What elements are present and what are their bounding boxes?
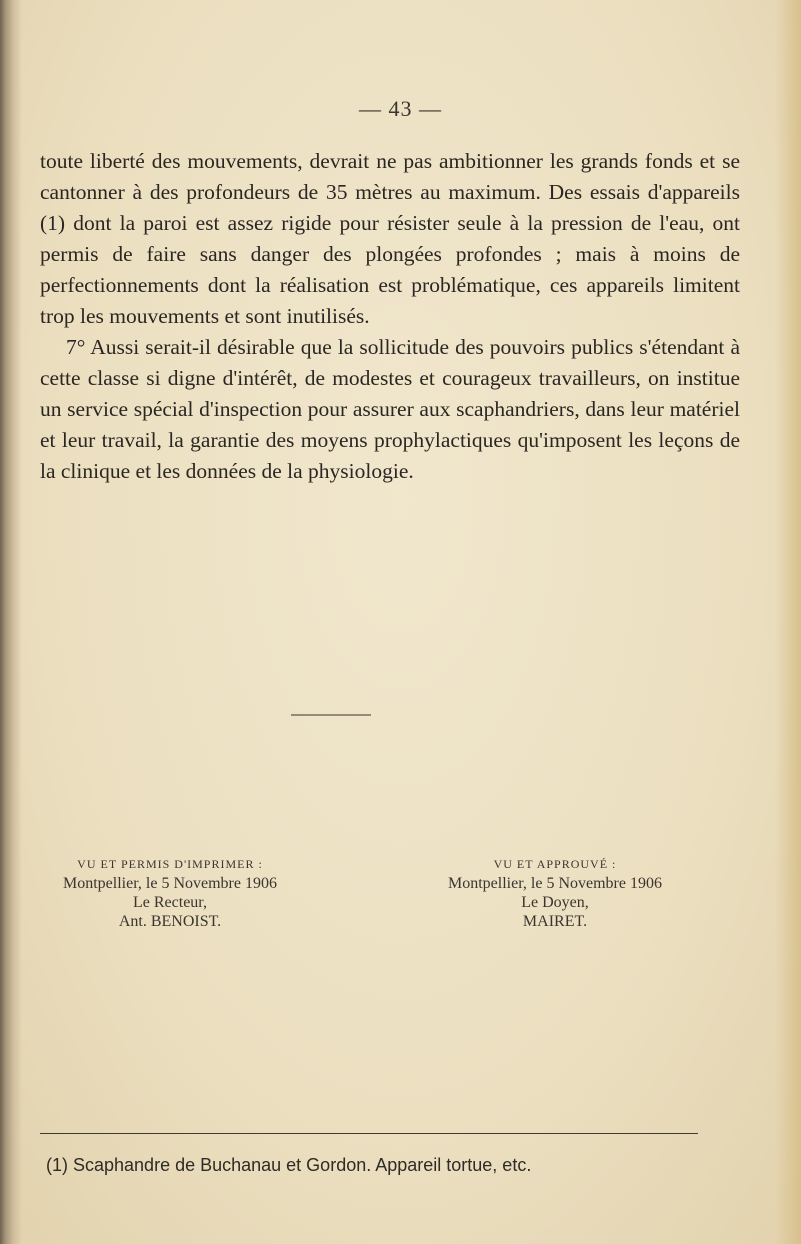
footnote-rule xyxy=(40,1133,698,1134)
section-separator xyxy=(291,714,371,716)
body-text xyxy=(40,146,740,487)
approval-recteur xyxy=(40,855,300,931)
approval-heading: VU ET PERMIS D'IMPRIMER : xyxy=(77,857,263,871)
paragraph-continuation: toute liberté des mouvements, devrait ne pas ambitionner les grands fonds et se cantonner à des profondeurs de 35 mètres au maximum. Des essais d'appareils (1) dont la paroi est assez rigide pour résister seule à la pression de l'eau, ont permis de faire sans danger des plongées profondes ; mais à moins de perfectionnements dont la réalisation est problématique, ces appareils limitent trop les mouvements et sont inutilisés. xyxy=(40,149,740,328)
page-number: — 43 — xyxy=(359,96,442,121)
page-right-edge xyxy=(775,0,801,1244)
paragraph-recommendation-7: 7° Aussi serait-il désirable que la sollicitude des pouvoirs publics s'étendant à cette classe si digne d'intérêt, de modestes et courageux travailleurs, on institue un service spécial d'inspection pour assurer aux scaphandriers, dans leur matériel et leur travail, la garantie des moyens prophylactiques qu'imposent les leçons de la clinique et les données de la physiologie. xyxy=(40,335,740,483)
approval-heading: VU ET APPROUVÉ : xyxy=(493,857,617,871)
approval-doyen xyxy=(400,855,710,931)
approval-signature: MAIRET. xyxy=(522,913,588,930)
approval-signature: Ant. BENOIST. xyxy=(118,913,222,930)
page-binding-edge xyxy=(0,0,22,1244)
approval-place-date: Montpellier, le 5 Novembre 1906 xyxy=(448,875,662,892)
approval-title: Le Doyen, xyxy=(521,894,589,911)
approval-place-date: Montpellier, le 5 Novembre 1906 xyxy=(63,875,277,892)
approval-title: Le Recteur, xyxy=(133,894,207,911)
footnote: (1) Scaphandre de Buchanau et Gordon. Appareil tortue, etc. xyxy=(46,1155,532,1175)
